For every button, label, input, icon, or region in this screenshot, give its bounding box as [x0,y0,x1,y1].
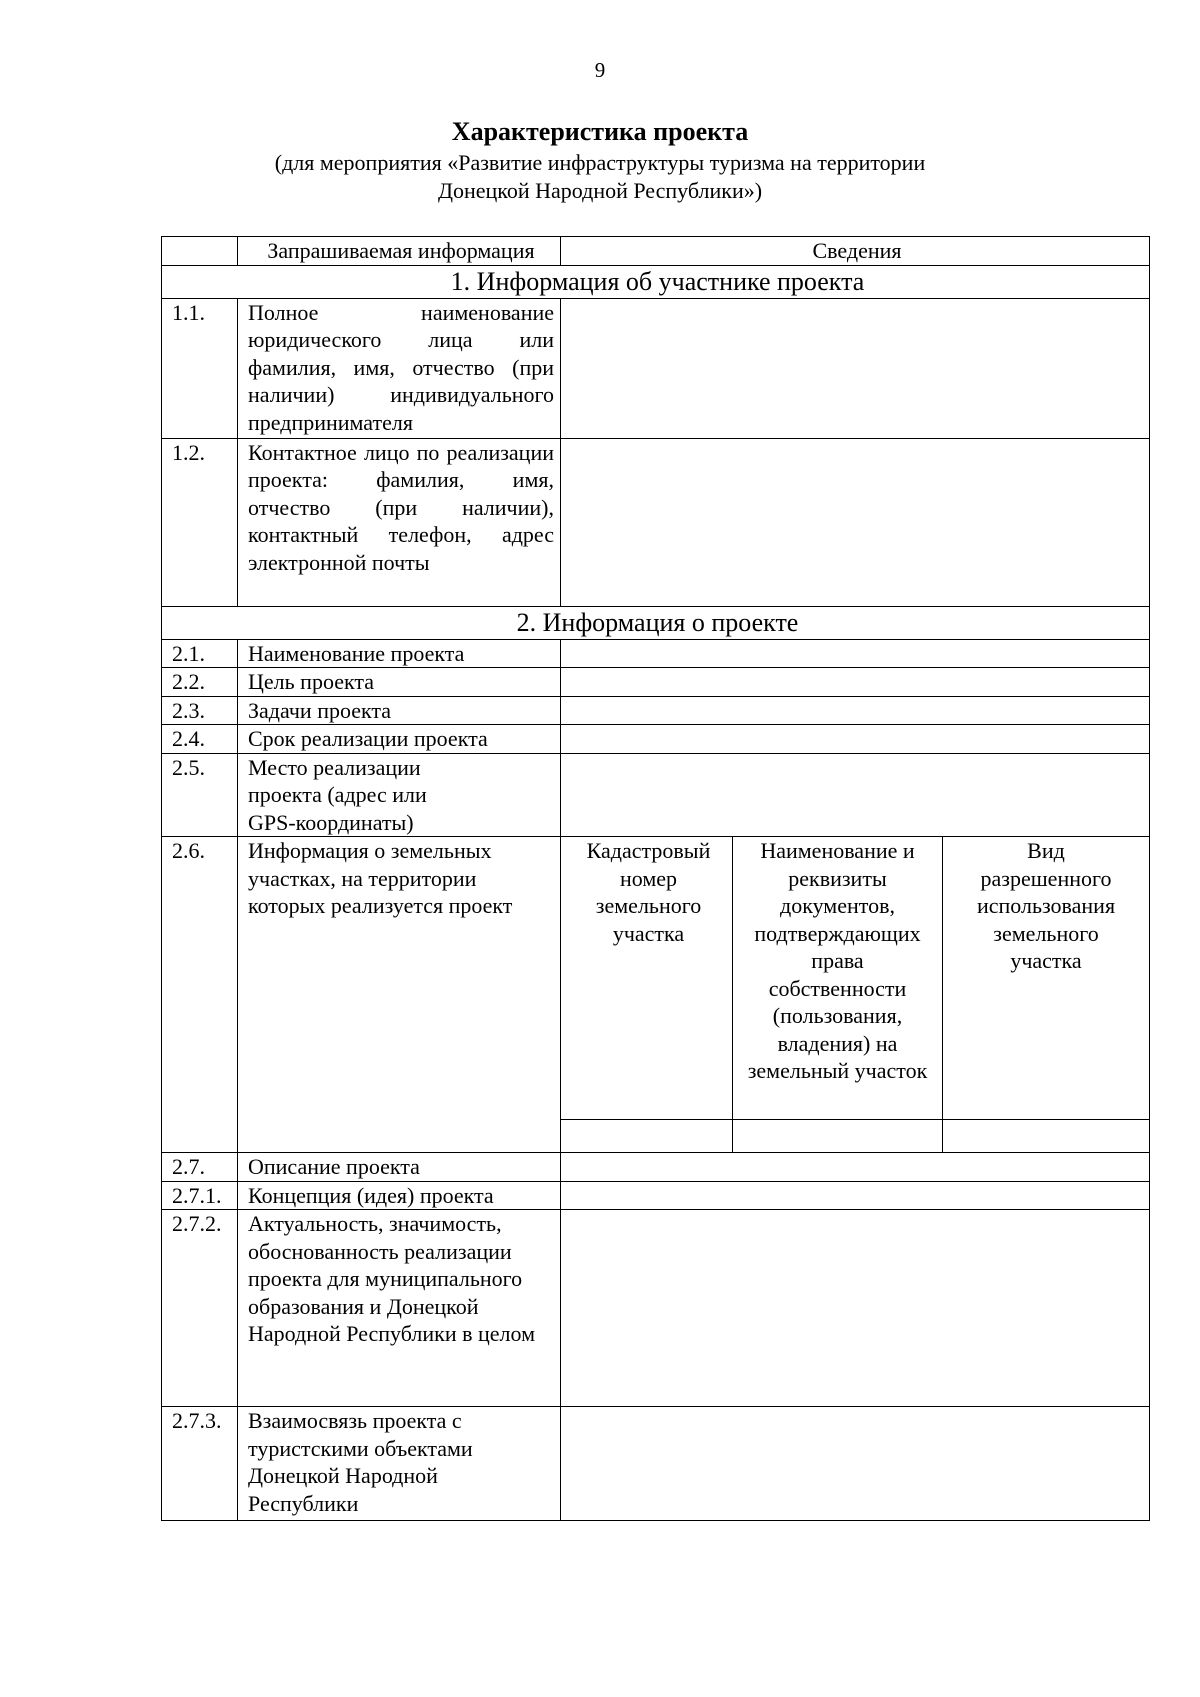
row-number: 2.3. [162,696,238,725]
document-title: Характеристика проекта [451,117,749,146]
row-value-field[interactable] [561,1407,1150,1521]
section-2-row [162,606,1150,639]
row-label: Наименование проекта [238,639,561,668]
header-number-cell [162,237,238,266]
permitted-use-field[interactable] [943,1120,1150,1153]
row-value-field[interactable] [561,1181,1150,1210]
row-label: Полное наименование юридического лица или фамилия, имя, отчество (при наличии) индивидуального предпринимателя [238,298,561,438]
page-number: 9 [594,58,606,82]
ownership-documents-header: Наименование и реквизиты документов, подтверждающих права собственности (пользования, владения) на земельный участок [733,837,943,1120]
row-value-field[interactable] [561,298,1150,438]
section-1-row [162,265,1150,298]
section-2-heading: 2. Информация о проекте [162,606,1150,639]
table-row [162,1210,1150,1407]
row-number: 2.7.2. [162,1210,238,1407]
land-plots-row [162,837,1150,1120]
row-number: 1.2. [162,438,238,606]
row-number: 2.4. [162,725,238,754]
table-row [162,725,1150,754]
header-requested-info: Запрашиваемая информация [238,237,561,266]
row-number: 2.1. [162,639,238,668]
cadastral-number-header: Кадастровый номер земельного участка [561,837,733,1120]
row-number: 2.7.1. [162,1181,238,1210]
table-row [162,1407,1150,1521]
row-number: 2.5. [162,753,238,837]
header-details: Сведения [561,237,1150,266]
row-number: 2.2. [162,668,238,697]
row-label: Контактное лицо по реализации проекта: фамилия, имя, отчество (при наличии), контактный телефон, адрес электронной почты [238,438,561,606]
row-value-field[interactable] [561,438,1150,606]
row-number: 1.1. [162,298,238,438]
table-row [162,298,1150,438]
table-row [162,668,1150,697]
row-label: Информация о земельных участках, на территории которых реализуется проект [238,837,561,1153]
table-header-row [162,237,1150,266]
row-label: Взаимосвязь проекта с туристскими объектами Донецкой Народной Республики [238,1407,561,1521]
row-label: Концепция (идея) проекта [238,1181,561,1210]
project-characteristics-table [161,236,1150,1521]
ownership-documents-field[interactable] [733,1120,943,1153]
row-value-field[interactable] [561,639,1150,668]
row-label: Актуальность, значимость, обоснованность реализации проекта для муниципального образования и Донецкой Народной Республики в целом [238,1210,561,1407]
row-label: Задачи проекта [238,696,561,725]
row-number: 2.6. [162,837,238,1153]
document-subtitle [0,149,1200,205]
table-row [162,438,1150,606]
row-label: Место реализации проекта (адрес или GPS-координаты) [238,753,561,837]
row-value-field[interactable] [561,1153,1150,1182]
table-row [162,1181,1150,1210]
subtitle-line-1: (для мероприятия «Развитие инфраструктуры туризма на территории [274,150,926,175]
section-1-heading: 1. Информация об участнике проекта [162,265,1150,298]
subtitle-line-2: Донецкой Народной Республики») [437,178,763,203]
row-number: 2.7.3. [162,1407,238,1521]
row-label: Срок реализации проекта [238,725,561,754]
row-label: Описание проекта [238,1153,561,1182]
row-number: 2.7. [162,1153,238,1182]
cadastral-number-field[interactable] [561,1120,733,1153]
permitted-use-header: Вид разрешенного использования земельного участка [943,837,1150,1120]
table-row [162,696,1150,725]
table-row [162,753,1150,837]
table-row [162,639,1150,668]
row-value-field[interactable] [561,753,1150,837]
row-label: Цель проекта [238,668,561,697]
row-value-field[interactable] [561,696,1150,725]
table-row [162,1153,1150,1182]
row-value-field[interactable] [561,725,1150,754]
row-value-field[interactable] [561,1210,1150,1407]
row-value-field[interactable] [561,668,1150,697]
